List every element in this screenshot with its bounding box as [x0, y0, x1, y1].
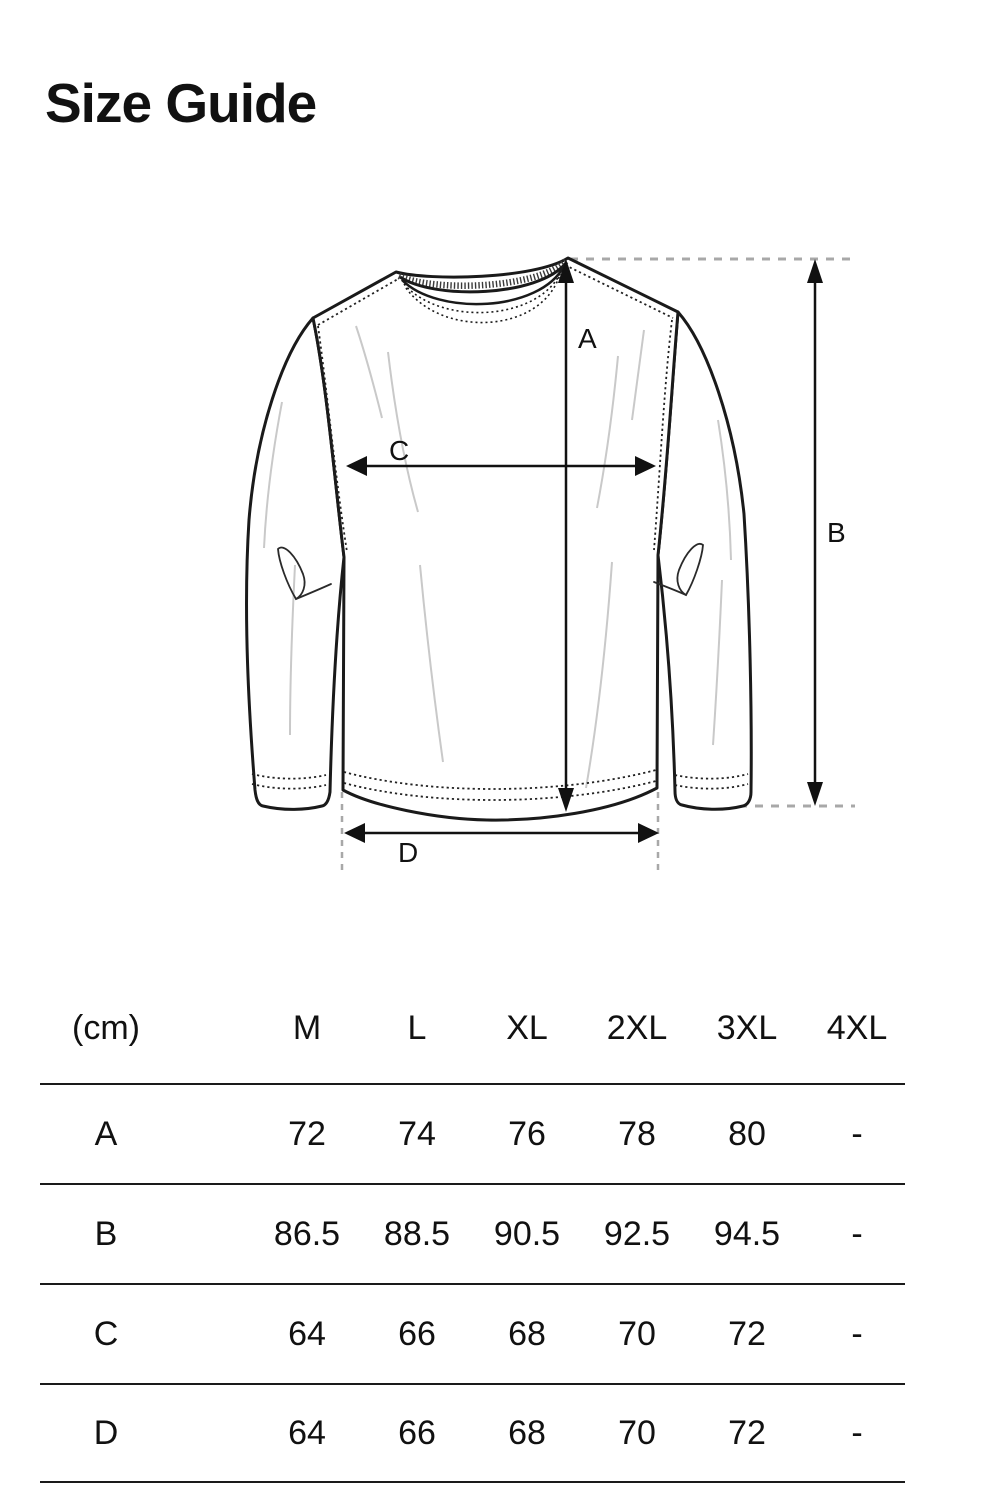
size-table-header-row — [40, 983, 905, 1083]
value-cell: 64 — [288, 1413, 326, 1452]
size-header-xl: XL — [506, 1008, 548, 1047]
row-label: C — [93, 1314, 119, 1353]
size-header-l: L — [407, 1008, 427, 1047]
value-cell: 70 — [618, 1413, 656, 1452]
size-table — [40, 983, 905, 1483]
table-row-d — [40, 1383, 905, 1483]
arrowhead-d-right — [638, 823, 659, 843]
table-row-b — [40, 1183, 905, 1283]
value-cell: 70 — [618, 1314, 656, 1353]
value-cell: 80 — [728, 1114, 766, 1153]
unit-header-cell: (cm) — [72, 1008, 140, 1047]
value-cell: 94.5 — [713, 1214, 781, 1253]
row-label: A — [94, 1114, 118, 1153]
label-d: D — [398, 837, 419, 868]
value-cell: 72 — [728, 1413, 766, 1452]
value-cell: 64 — [288, 1314, 326, 1353]
value-cell: 66 — [398, 1413, 436, 1452]
label-b: B — [827, 517, 846, 548]
table-row-a — [40, 1083, 905, 1183]
value-cell: 86.5 — [273, 1214, 341, 1253]
value-cell: 78 — [618, 1114, 656, 1153]
value-cell: 74 — [398, 1114, 436, 1153]
value-cell: 68 — [508, 1314, 546, 1353]
value-cell: 72 — [288, 1114, 326, 1153]
value-cell: 90.5 — [493, 1214, 561, 1253]
dimension-b-arrow — [807, 259, 823, 806]
table-row-c — [40, 1283, 905, 1383]
label-c: C — [389, 435, 410, 466]
size-header-2xl: 2XL — [606, 1008, 668, 1047]
value-cell: 72 — [728, 1314, 766, 1353]
value-cell: 66 — [398, 1314, 436, 1353]
arrowhead-b-down — [807, 782, 823, 806]
value-cell: - — [851, 1114, 863, 1153]
dimension-d-arrow — [344, 823, 659, 843]
arrowhead-d-left — [344, 823, 365, 843]
shirt-body — [313, 258, 678, 820]
value-cell: 68 — [508, 1413, 546, 1452]
size-header-m: M — [292, 1008, 322, 1047]
value-cell: - — [851, 1214, 863, 1253]
shirt-outline — [247, 258, 752, 820]
page-title: Size Guide — [45, 72, 317, 134]
value-cell: - — [851, 1314, 863, 1353]
size-header-3xl: 3XL — [716, 1008, 778, 1047]
row-label: B — [94, 1214, 118, 1253]
value-cell: 76 — [508, 1114, 546, 1153]
value-cell: 88.5 — [383, 1214, 451, 1253]
value-cell: - — [851, 1413, 863, 1452]
size-header-4xl: 4XL — [826, 1008, 888, 1047]
value-cell: 92.5 — [603, 1214, 671, 1253]
row-label: D — [93, 1413, 119, 1452]
label-a: A — [578, 323, 597, 354]
arrowhead-b-up — [807, 259, 823, 283]
